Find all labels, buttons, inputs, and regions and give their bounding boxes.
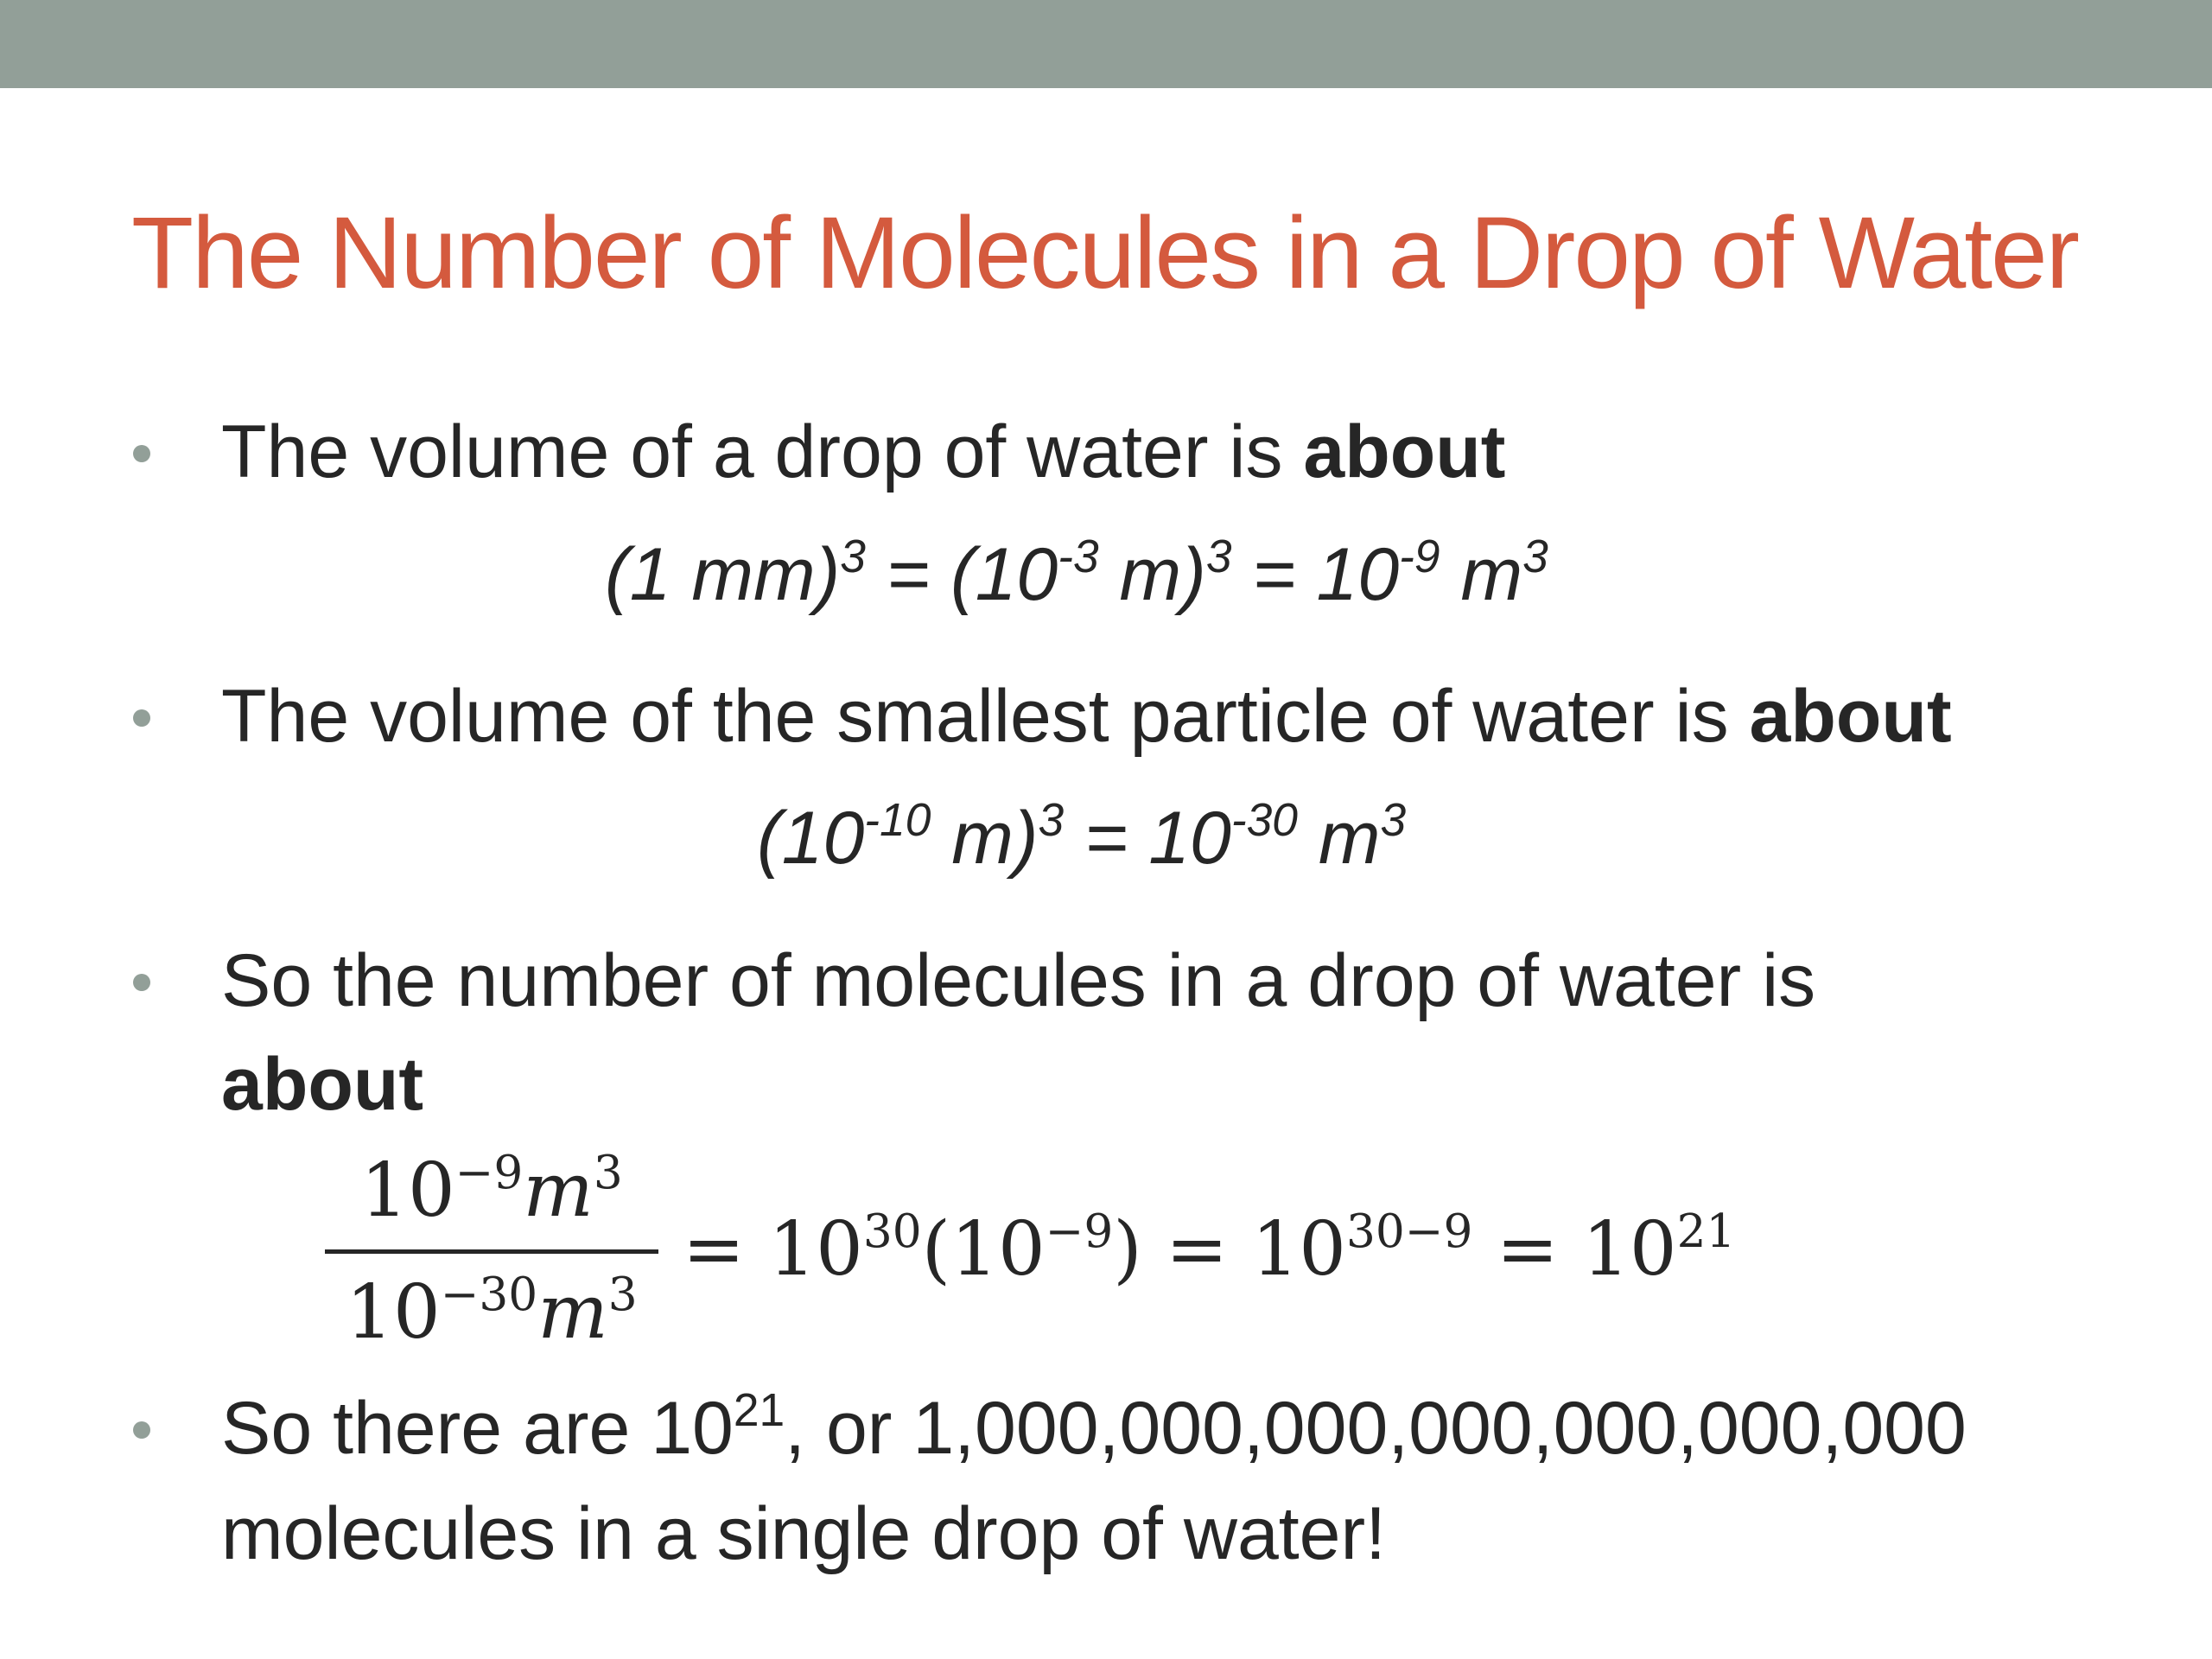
bullet-4-line2: molecules in a single drop of water! — [221, 1492, 1387, 1575]
fraction-numerator: $10^{-9}m^3$ — [360, 1146, 623, 1234]
bullet-2-text: The volume of the smallest particle of water is about — [221, 675, 1952, 758]
bullet-3-text: So the number of molecules in a drop of water is — [221, 939, 1816, 1022]
fraction-bar — [325, 1249, 658, 1254]
bullet-dot — [133, 709, 150, 727]
slide-title: The Number of Molecules in a Drop of Water — [131, 196, 2078, 310]
top-accent-bar — [0, 0, 2212, 88]
bullet-dot — [133, 1421, 150, 1439]
equation-particle-volume: ($10^{-10}$ $m)^3 = 10^{-30}$ $m^3$ — [757, 795, 1407, 880]
bullet-3-bold: about — [221, 1043, 424, 1126]
molecule-count-result: = $10^{30}(10^{-9}) = 10^{30-9} = 10^{21}$ — [683, 1205, 1736, 1293]
molecule-count-fraction — [325, 1139, 658, 1364]
bullet-1-text: The volume of a drop of water is about — [221, 410, 1506, 493]
bullet-dot — [133, 974, 150, 991]
fraction-denominator: $10^{-30}m^3$ — [346, 1268, 638, 1356]
bullet-4-text: So there are $10^{21}$, or 1,000,000,000,000,000,000,000 — [221, 1385, 1967, 1470]
equation-drop-volume: (1 $mm)^3 = (10^{-3}$ $m)^3 = 10^{-9}$ $m^3$ — [605, 531, 1548, 616]
bullet-dot — [133, 445, 150, 462]
